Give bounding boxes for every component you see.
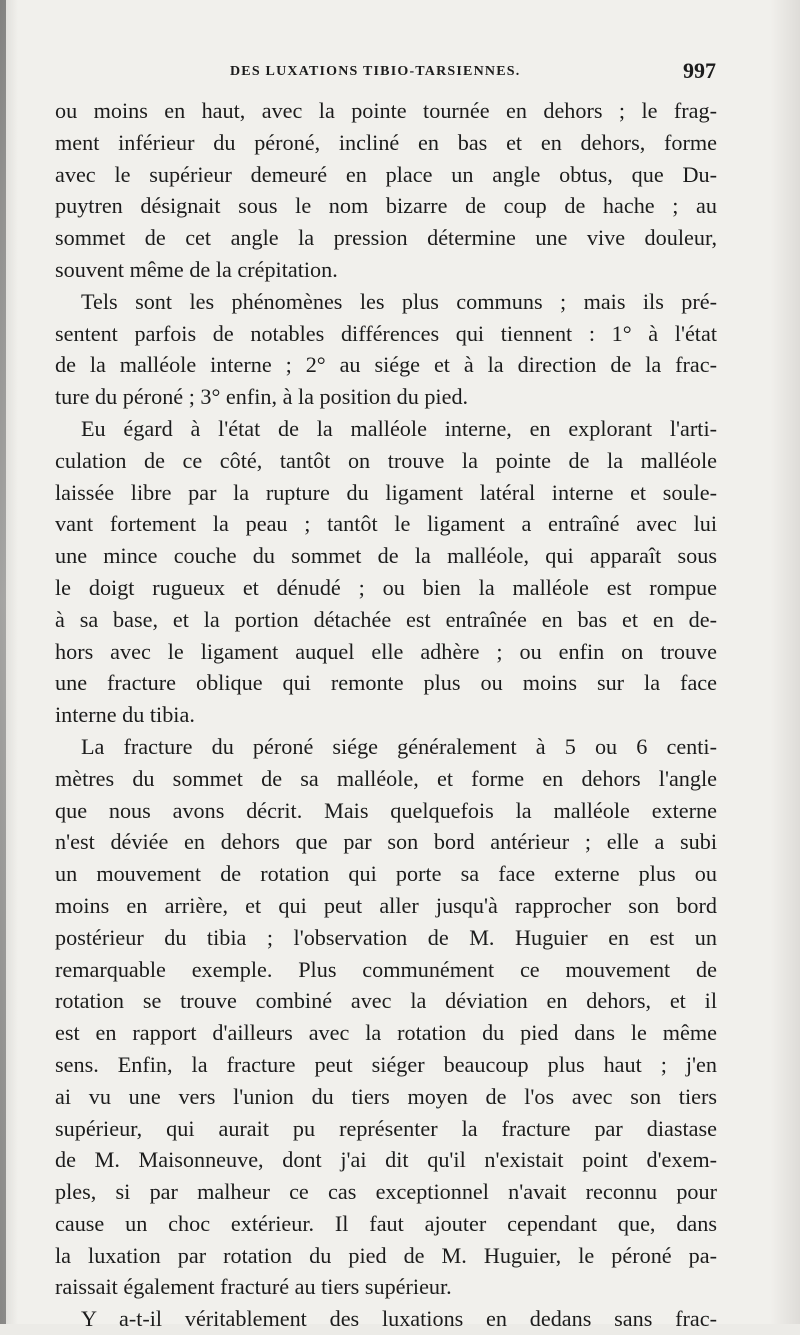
text-line: une mince couche du sommet de la malléole, qui apparaît sous	[55, 543, 717, 569]
text-line: ples, si par malheur ce cas exceptionnel n'avait reconnu pour	[55, 1179, 717, 1205]
text-line: hors avec le ligament auquel elle adhère ; ou enfin on trouve	[55, 638, 717, 664]
running-head: DES LUXATIONS TIBIO-TARSIENNES.	[230, 64, 521, 79]
text-line: vant fortement la peau ; tantôt le ligament a entraîné avec lui	[55, 511, 717, 537]
text-line: à sa base, et la portion détachée est entraînée en bas et en de-	[55, 606, 717, 632]
page-edge-shadow	[0, 0, 6, 1324]
text-line: La fracture du péroné siége généralement à 5 ou 6 centi-	[81, 733, 717, 759]
text-line: Tels sont les phénomènes les plus communs ; mais ils pré-	[81, 288, 717, 314]
text-line: que nous avons décrit. Mais quelquefois la malléole externe	[55, 797, 717, 823]
text-line: ture du péroné ; 3° enfin, à la position du pied.	[55, 384, 469, 410]
text-line: est en rapport d'ailleurs avec la rotation du pied dans le même	[55, 1020, 717, 1046]
text-line: remarquable exemple. Plus communément ce mouvement de	[55, 956, 717, 982]
text-line: ai vu une vers l'union du tiers moyen de l'os avec son tiers	[55, 1083, 717, 1109]
text-line: un mouvement de rotation qui porte sa face externe plus ou	[55, 861, 717, 887]
text-line: Y a-t-il véritablement des luxations en dedans sans frac-	[81, 1306, 717, 1332]
text-line: rotation se trouve combiné avec la déviation en dehors, et il	[55, 988, 717, 1014]
text-line: moins en arrière, et qui peut aller jusqu'à rapprocher son bord	[55, 892, 717, 918]
page-header	[0, 58, 800, 88]
text-line: ment inférieur du péroné, incliné en bas et en dehors, forme	[55, 129, 717, 155]
page-number: 997	[683, 58, 716, 83]
text-line: ou moins en haut, avec la pointe tournée en dehors ; le frag-	[55, 98, 717, 123]
text-line: avec le supérieur demeuré en place un angle obtus, que Du-	[55, 161, 717, 187]
text-line: sommet de cet angle la pression détermine une vive douleur,	[55, 225, 717, 251]
text-line: culation de ce côté, tantôt on trouve la pointe de la malléole	[55, 447, 717, 473]
text-line: sentent parfois de notables différences qui tiennent : 1° à l'état	[55, 320, 717, 346]
text-line: le doigt rugueux et dénudé ; ou bien la malléole est rompue	[55, 574, 717, 600]
text-line: raissait également fracturé au tiers supérieur.	[55, 1274, 452, 1300]
text-line: puytren désignait sous le nom bizarre de coup de hache ; au	[55, 193, 717, 219]
text-line: interne du tibia.	[55, 702, 195, 728]
text-line: n'est déviée en dehors que par son bord antérieur ; elle a subi	[55, 829, 717, 855]
text-line: une fracture oblique qui remonte plus ou moins sur la face	[55, 670, 717, 696]
text-line: cause un choc extérieur. Il faut ajouter cependant que, dans	[55, 1210, 717, 1236]
text-line: sens. Enfin, la fracture peut siéger beaucoup plus haut ; j'en	[55, 1051, 717, 1077]
text-line: postérieur du tibia ; l'observation de M. Huguier en est un	[55, 924, 717, 950]
text-line: mètres du sommet de sa malléole, et forme en dehors l'angle	[55, 765, 717, 791]
text-line: supérieur, qui aurait pu représenter la fracture par diastase	[55, 1115, 717, 1141]
text-line: de la malléole interne ; 2° au siége et à la direction de la frac-	[55, 352, 717, 378]
body-text	[55, 95, 717, 1335]
text-line: la luxation par rotation du pied de M. Huguier, le péroné pa-	[55, 1242, 717, 1268]
text-line: Eu égard à l'état de la malléole interne, en explorant l'arti-	[81, 415, 717, 441]
text-line: laissée libre par la rupture du ligament latéral interne et soule-	[55, 479, 717, 505]
text-line: de M. Maisonneuve, dont j'ai dit qu'il n'existait point d'exem-	[55, 1147, 717, 1173]
text-line: souvent même de la crépitation.	[55, 256, 338, 282]
